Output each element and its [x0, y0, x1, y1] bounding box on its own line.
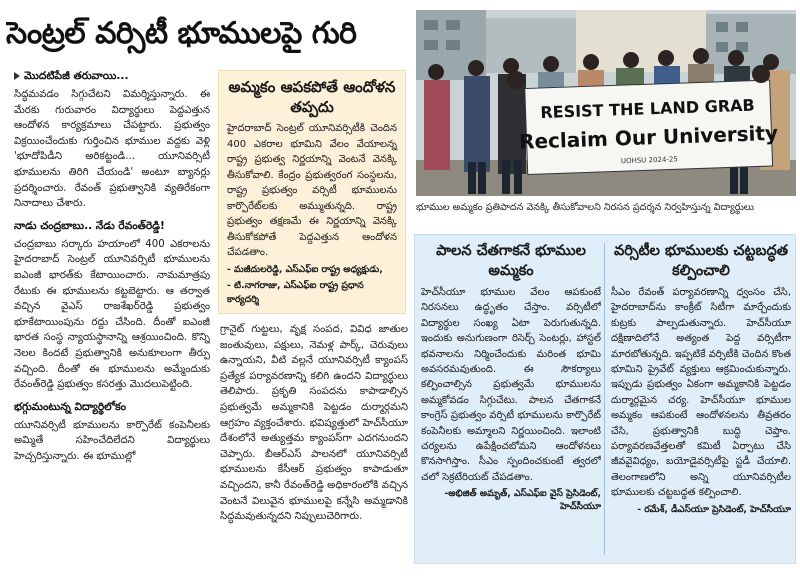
quote-left [421, 241, 601, 559]
banner-small-text: UOHSU 2024-25 [620, 155, 678, 166]
quote-box-pair [414, 234, 796, 564]
quote-box-sfi [218, 70, 406, 314]
headline: సెంట్రల్ వర్సిటీ భూములపై గురి [6, 16, 357, 51]
paragraph: యూనివర్సిటీ భూములను కార్పొరేట్ కంపెనీలకు అమ్మితే సహించేదిలేదని విద్యార్థులు హెచ్చరిస్తున్నారు. ఈ భూముల్లో [14, 419, 210, 462]
box-body: హైదరాబాద్ సెంట్రల్ యూనివర్సిటీకి చెందిన 400 ఎకరాల భూమిని వేలం వేయాలన్న రాష్ట్ర ప్రభుత్వ నిర్ణయాన్ని వెంటనే వెనక్కి తీసుకోవాలి. కేంద్రం ప్రభుత్వరంగ సంస్థలను, రాష్ట్ర ప్రభుత్వం వర్సిటీ భూములను కార్పొరేట్‌లకు అమ్ముతున్నది. రాష్ట్ర ప్రభుత్వం తక్షణమే ఈ నిర్ణయాన్ని వెనక్కి తీసుకోకపోతే పెద్దఎత్తున ఆందోళన చేపడతాం. [227, 123, 397, 258]
continued-text: మొదటిపేజీ తరువాయి... [24, 70, 129, 82]
subheading: నాడు చంద్రబాబు.. నేడు రేవంత్‌రెడ్డి! [14, 219, 165, 232]
box-title: వర్సిటీల భూములకు చట్టబద్ధత కల్పించాలి [613, 243, 789, 279]
box-title: అమ్మకం ఆపకపోతే ఆందోళన తప్పదు [228, 78, 396, 116]
divider [604, 243, 605, 555]
banner-line-1: RESIST THE LAND GRAB [540, 95, 755, 123]
signature: -అభిజిత్ అమృత్, ఎస్ఎఫ్ఐ వైస్ ప్రెసిడెంట్, హెచ్‌సీయూ [444, 488, 601, 513]
subheading: భగ్గుమంటున్న విద్యార్థిలోకం [14, 400, 127, 413]
signature: - టి.నాగరాజు, ఎస్ఎఫ్ఐ రాష్ట్ర ప్రధాన కార్యదర్శి [227, 279, 364, 305]
box-title: పాలన చేతగాకనే భూముల అమ్మకం [436, 243, 586, 279]
continued-from-label [14, 68, 210, 85]
signature: - రమేశ్, డీఎస్‌యూ ప్రెసిడెంట్, హెచ్‌సీయూ [637, 503, 791, 515]
paragraph: సిద్ధమవడం సిగ్గుచేటని విమర్శిస్తున్నారు. ఈ మేరకు గురువారం విద్యార్థులు పెద్దఎత్తున ఆందోళన కార్యక్రమాలు చేపట్టారు. ప్రభుత్వం విక్రయించేందుకు గుర్తించిన భూముల వద్దకు వెళ్లి 'భూదోపిడీని అరికట్టండి... యూనివర్సిటీ భూములను తిరిగి చేయండి' అంటూ బ్యానర్లు ప్రదర్శించారు. రేవంత్ ప్రభుత్వానికి వ్యతిరేకంగా నినాదాలు చేశారు. [14, 89, 210, 210]
paragraph: గ్రానైట్ గుట్టలు, వృక్ష సంపద, వివిధ జాతుల జంతువులు, పక్షులు, నెమళ్ల పార్క్, చెరువులు ఉన్నాయని, వీటి వల్లనే యూనివర్సిటీ క్యాంపస్ ప్రత్యేక పర్యావరణాన్ని కలిగి ఉందని విద్యార్థులు తెలిపారు. ప్రకృతి సంపదను కాపాడాల్సిన ప్రభుత్వమే అమ్మకానికి పెట్టడం దుర్మార్గమని ఆగ్రహం వ్యక్తంచేశారు. భవిష్యత్తులో హెచ్‌సీయూ దేశంలోనే అత్యుత్తమ క్యాంపస్‌గా ఎదగనుందని చెప్పారు. బీఆర్ఎస్ పాలనలో యూనివర్సిటీ భూములను కేసీఆర్ ప్రభుత్వం కాపాడుతూ వచ్చిందని, కానీ రేవంత్‌రెడ్డి అధికారంలోకి వచ్చిన వెంటనే విలువైన భూములపై కన్నేసి అమ్మడానికి సిద్ధమవుతున్నదని నిప్పులుచెరిగారు. [220, 324, 408, 523]
column-middle [220, 320, 408, 570]
column-left [14, 68, 210, 568]
box-body: సీఎం రేవంత్ పర్యావరణాన్ని ధ్వంసం చేసి, హైదరాబాద్‌ను కాంక్రీట్ సిటీగా మార్చేందుకు కుట్రకు పాల్పడుతున్నారు. హెచ్‌సీయూ దక్షిణాదిలోనే అత్యంత పెద్ద వర్సిటీగా మారబోతున్నది. ఇప్పటికే వర్సిటీకి చెందిన కొంత భూమిని ప్రైవేట్ వ్యక్తులు ఆక్రమించుకున్నారు. ఇప్పుడు ప్రభుత్వం ఏకంగా అమ్మకానికి పెట్టడం దుర్మార్గమైన చర్య. హెచ్‌సీయూ భూముల అమ్మకం ఆపకుంటే ఆందోళనలను తీవ్రతరం చేసి, ప్రభుత్వానికి బుద్ధి చెప్తాం. పర్యావరణవేత్తలతో కమిటీ ఏర్పాటు చేసి జీవవైవిధ్యం, బయోడైవర్సిటీపై స్టడీ చేయాలి. తెలంగాణలోని అన్ని యూనివర్సిటీల భూములకు చట్టబద్ధత కల్పించాలి. [611, 287, 791, 499]
quote-right [611, 241, 791, 559]
box-body: హెచ్‌సీయూ భూముల వేలం ఆపకుంటే నిరసనలు ఉద్ధృతం చేస్తాం. వర్సిటీలో విద్యార్థుల సంఖ్య ఏటా పెరుగుతున్నది. ఇందుకు అనుగుణంగా రిసెర్చ్ సెంటర్లు, హాస్టల్ భవనాలను నిర్మించేందుకు మరింత భూమి అవసరమవుతుంది. ఈ సౌకర్యాలు కల్పించాల్సిన ప్రభుత్వమే భూములను అమ్మకోవడం సిగ్గుచేటు. పాలన చేతగాకనే కాంగ్రెస్ ప్రభుత్వం వర్సిటీ భూములను కార్పొరేట్ కంపెనీలకు అమ్మాలని నిర్ణయించింది. ఇలాంటి చర్యలను ఉపేక్షించబోమని ఆందోళనలు కొనసాగిస్తాం. సీఎం స్పందించకుంటే త్వరలో చలో సెక్రటేరియట్ చేపడతాం. [421, 287, 601, 483]
photo-caption: భూముల అమ్మకం ప్రతిపాదన వెనక్కి తీసుకోవాలని నిరసన ప్రదర్శన నిర్వహిస్తున్న విద్యార్థులు [416, 202, 754, 213]
banner-line-2: Reclaim Our University [518, 120, 779, 154]
arrow-right-icon [14, 72, 20, 80]
paragraph: చంద్రబాబు సర్కారు హయాంలో 400 ఎకరాలను హైదరాబాద్ సెంట్రల్ యూనివర్సిటీ భూములను ఐఎంజీ భారత్‌కు కేటాయించారు. నామమాత్రపు రేటుకు ఈ భూములను కట్టబెట్టారు. ఆ తర్వాత వచ్చిన వైఎస్ రాజశేఖర్‌రెడ్డి ప్రభుత్వం భూకేటాయింపును రద్దు చేసింది. దీంతో ఐఎంజీ భారత సంస్థ న్యాయస్థానాన్ని ఆశ్రయించింది. కొన్ని నెలల కిందటే ప్రభుత్వానికి అనుకూలంగా తీర్పు వచ్చింది. దీంతో ఈ భూములను అమ్మేందుకు రేవంత్‌రెడ్డి ప్రభుత్వం కసరత్తు మొదలుపెట్టింది. [14, 238, 210, 391]
signature: - మజీదులరెడ్డి, ఎస్ఎఫ్ఐ రాష్ట్ర అధ్యక్షుడు, [227, 263, 383, 275]
protest-photo [416, 10, 796, 196]
